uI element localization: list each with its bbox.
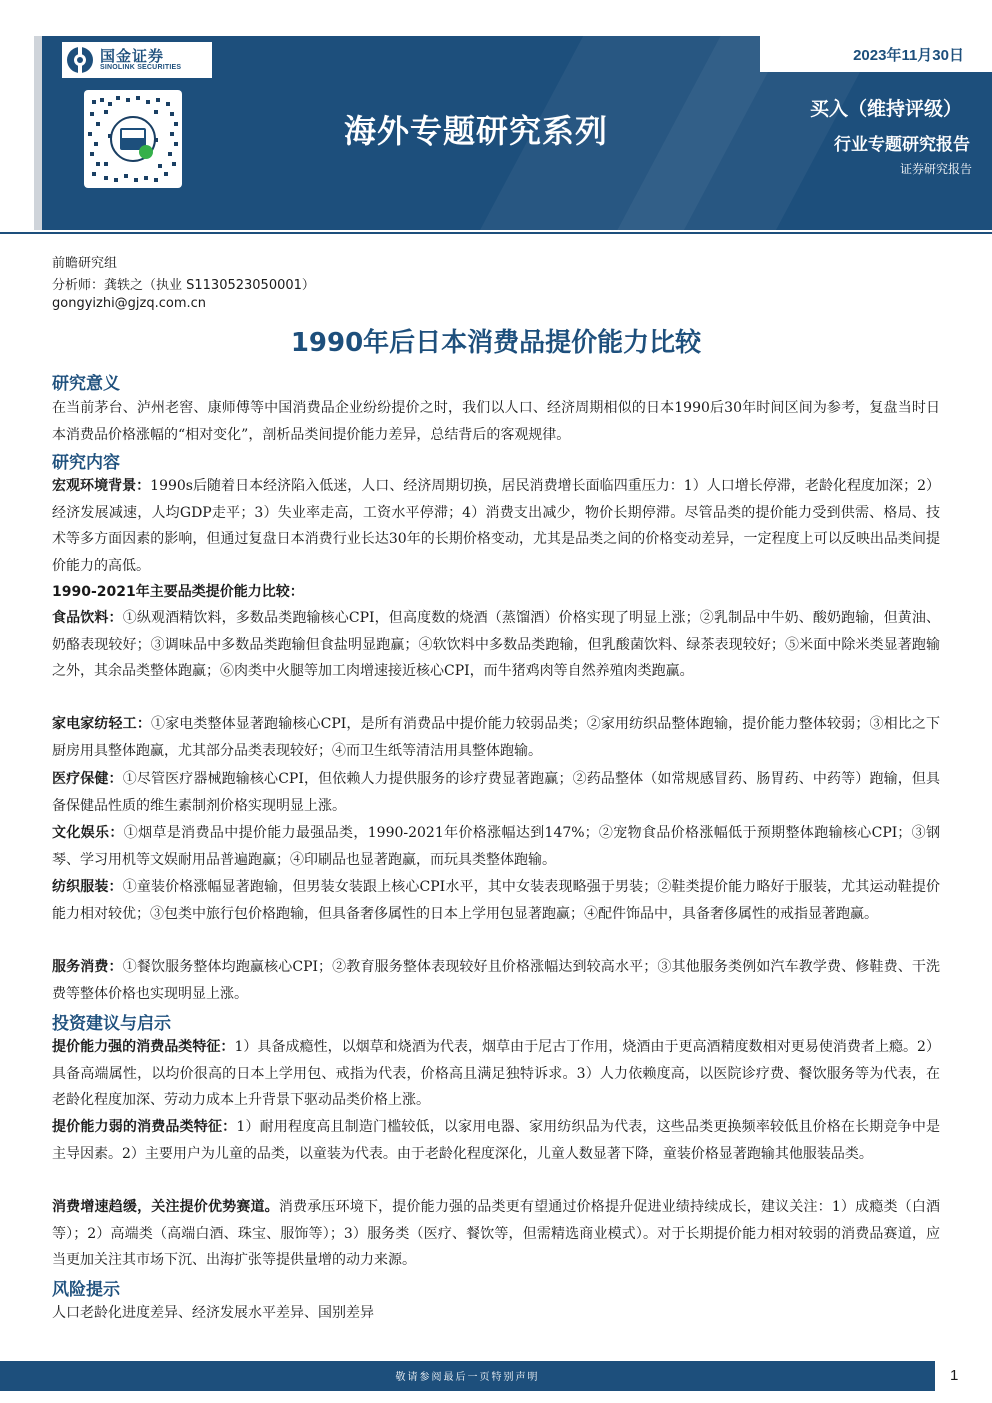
strong-pricing-paragraph [52, 1034, 940, 1114]
service-label: 服务消费： [52, 959, 123, 975]
textile-paragraph [52, 874, 940, 927]
strong-pricing-label: 提价能力强的消费品类特征： [52, 1039, 235, 1055]
advice-text: 消费承压环境下，提价能力强的品类更有望通过价格提升促进业绩持续成长，建议关注：1）成瘾类（白酒等）；2）高端类（高端白酒、珠宝、服饰等）；3）服务类（医疗、餐饮等，但需精选商业模式）。对于长期提价能力相对较弱的消费品赛道，应当更加关注其市场下沉、出海扩张等提供量增的动力来源。 [52, 1199, 941, 1268]
logo-cn-text: 国金证券 [100, 47, 165, 65]
section-heading-significance: 研究意义 [52, 374, 120, 394]
weak-pricing-paragraph [52, 1114, 940, 1167]
medical-text: ①尽管医疗器械跑输核心CPI，但依赖人力提供服务的诊疗费显著跑赢；②药品整体（如常规感冒药、肠胃药、中药等）跑输，但具备保健品性质的维生素制剂价格实现明显上涨。 [52, 771, 940, 814]
rating: 买入（维持评级） [809, 98, 962, 120]
comparison-subheading [52, 579, 940, 606]
footer-notice: 敬请参阅最后一页特别声明 [395, 1372, 540, 1383]
food-paragraph [52, 605, 940, 685]
analyst-name: 分析师：龚轶之（执业 S1130523050001） [52, 278, 315, 293]
appliance-label: 家电家纺轻工： [52, 716, 151, 732]
risk-text: 人口老龄化进度差异、经济发展水平差异、国别差异 [52, 1305, 374, 1321]
culture-paragraph [52, 820, 940, 873]
qr-code [84, 90, 182, 188]
appliance-paragraph [52, 711, 940, 764]
weak-pricing-label: 提价能力弱的消费品类特征： [52, 1119, 237, 1135]
header-shadow [34, 36, 42, 230]
footer-bar [0, 1361, 935, 1391]
culture-label: 文化娱乐： [52, 825, 124, 841]
sinolink-logo-icon [66, 46, 94, 74]
qr-code-icon [84, 90, 182, 188]
advice-label: 消费增速趋缓，关注提价优势赛道。 [52, 1199, 279, 1215]
report-type: 行业专题研究报告 [834, 135, 970, 155]
report-date: 2023年11月30日 [853, 47, 964, 64]
service-paragraph [52, 954, 940, 1007]
medical-label: 医疗保健： [52, 771, 123, 787]
food-text: ①纵观酒精饮料，多数品类跑输核心CPI，但高度数的烧酒（蒸馏酒）价格实现了明显上涨；②乳制品中牛奶、酸奶跑输，但黄油、奶酪表现较好；③调味品中多数品类跑输但食盐明显跑赢；④软饮料中多数品类跑输，但乳酸菌饮料、绿茶表现较好；⑤米面中除米类显著跑输之外，其余品类整体跑赢；⑥肉类中火腿等加工肉增速接近核心CPI，而牛猪鸡肉等自然养殖肉类跑赢。 [52, 610, 940, 679]
logo-en-text: SINOLINK SECURITIES [100, 64, 182, 71]
medical-paragraph [52, 766, 940, 819]
advice-paragraph [52, 1194, 940, 1274]
textile-label: 纺织服装： [52, 879, 123, 895]
appliance-text: ①家电类整体显著跑输核心CPI，是所有消费品中提价能力较弱品类；②家用纺织品整体跑输，提价能力整体较弱；③相比之下厨房用具整体跑赢，尤其部分品类表现较好；④而卫生纸等清洁用具整体跑输。 [52, 716, 940, 759]
food-label: 食品饮料： [52, 610, 123, 626]
report-title: 1990年后日本消费品提价能力比较 [290, 328, 702, 358]
culture-text: ①烟草是消费品中提价能力最强品类，1990-2021年价格涨幅达到147%；②宠物食品价格涨幅低于预期整体跑输核心CPI；③钢琴、学习用机等文娱耐用品普遍跑赢；④印刷品也显著跑赢，而玩具类整体跑输。 [52, 825, 940, 868]
section-heading-investment: 投资建议与启示 [52, 1014, 171, 1034]
macro-label: 宏观环境背景： [52, 478, 151, 494]
series-title: 海外专题研究系列 [344, 112, 609, 150]
significance-text: 在当前茅台、泸州老窖、康师傅等中国消费品企业纷纷提价之时，我们以人口、经济周期相似的日本1990后30年时间区间为参考，复盘当时日本消费品价格涨幅的“相对变化”，剖析品类间提价能力差异，总结背后的客观规律。 [52, 400, 940, 443]
analyst-email[interactable]: gongyizhi@gjzq.com.cn [52, 296, 207, 311]
report-category: 证券研究报告 [899, 162, 972, 176]
research-team: 前瞻研究组 [52, 256, 118, 271]
company-logo [62, 42, 212, 78]
section-heading-content: 研究内容 [52, 453, 120, 473]
textile-text: ①童装价格涨幅显著跑输，但男装女装跟上核心CPI水平，其中女装表现略强于男装；②鞋类提价能力略好于服装，尤其运动鞋提价能力相对较优；③包类中旅行包价格跑输，但具备奢侈属性的日本上学用包显著跑赢；④配件饰品中，具备奢侈属性的戒指显著跑赢。 [52, 879, 940, 922]
strong-pricing-text: 1）具备成瘾性，以烟草和烧酒为代表，烟草由于尼古丁作用，烧酒由于更高酒精度数相对更易使消费者上瘾。2）具备高端属性，以均价很高的日本上学用包、戒指为代表，价格高且满足独特诉求。3）人力依赖度高，以医院诊疗费、餐饮服务等为代表，在老龄化程度加深、劳动力成本上升背景下驱动品类价格上涨。 [52, 1039, 941, 1108]
weak-pricing-text: 1）耐用程度高且制造门槛较低，以家用电器、家用纺织品为代表，这些品类更换频率较低且价格在长期竞争中是主导因素。2）主要用户为儿童的品类，以童装为代表。由于老龄化程度深化，儿童人数显著下降，童装价格显著跑输其他服装品类。 [52, 1119, 941, 1162]
section-heading-risk: 风险提示 [52, 1280, 120, 1300]
page-number: 1 [950, 1367, 959, 1384]
comparison-label: 1990-2021年主要品类提价能力比较： [52, 584, 304, 600]
macro-paragraph [52, 473, 940, 579]
macro-text: 1990s后随着日本经济陷入低迷，人口、经济周期切换，居民消费增长面临四重压力：1）人口增长停滞，老龄化程度加深；2）经济发展减速，人均GDP走平；3）失业率走高，工资水平停滞；4）消费支出减少，物价长期停滞。尽管品类的提价能力受到供需、格局、技术等多方面因素的影响，但通过复盘日本消费行业长达30年的长期价格变动，尤其是品类之间的价格变动差异，一定程度上可以反映出品类间提价能力的高低。 [52, 478, 941, 574]
header-divider [0, 232, 992, 234]
service-text: ①餐饮服务整体均跑赢核心CPI；②教育服务整体表现较好且价格涨幅达到较高水平；③其他服务类例如汽车教学费、修鞋费、干洗费等整体价格也实现明显上涨。 [52, 959, 940, 1002]
